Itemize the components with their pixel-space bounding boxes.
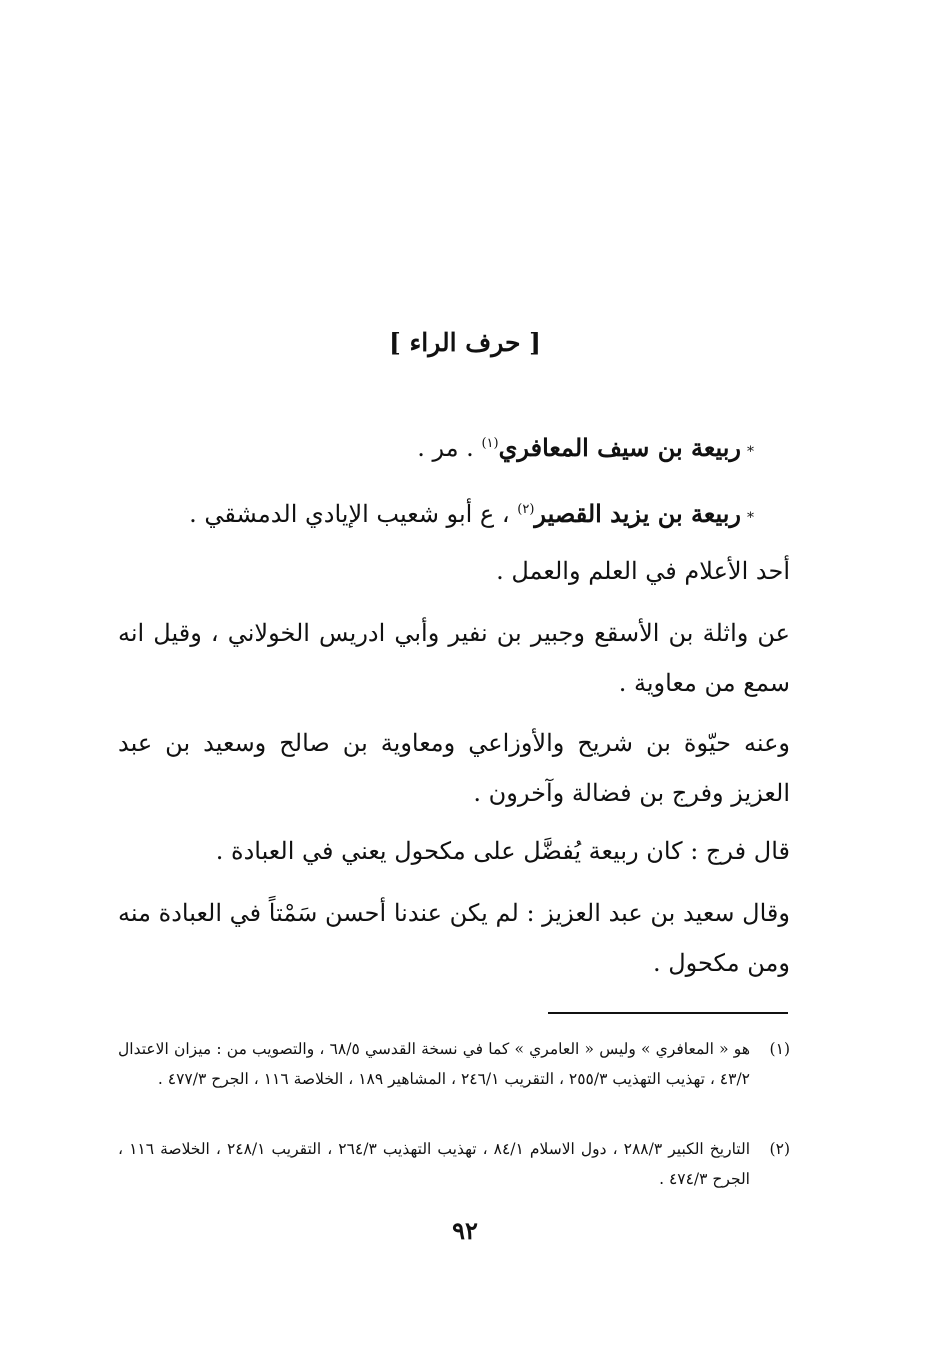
entry-name: ربيعة بن يزيد القصير (534, 499, 741, 528)
body-text: عن واثلة بن الأسقع وجبير بن نفير وأبي ادريس الخولاني ، وقيل انه سمع من معاوية . (118, 619, 790, 697)
entry-name: ربيعة بن سيف المعافري (498, 433, 741, 462)
footnote-2 (118, 1134, 790, 1194)
footnote-ref: (١) (481, 436, 499, 451)
footnote-text: التاريخ الكبير ٢٨٨/٣ ، دول الاسلام ٨٤/١ ، تهذيب التهذيب ٢٦٤/٣ ، التقريب ٢٤٨/١ ، الخلاصة ١١٦ ، الجرح ٤٧٤/٣ . (118, 1140, 751, 1188)
entry-marker: * (747, 510, 754, 526)
paragraph-1 (118, 546, 790, 596)
footnote-text: هو « المعافري » وليس « العامري » كما في نسخة القدسي ٦٨/٥ ، والتصويب من : ميزان الاعتدال ٤٣/٢ ، تهذيب التهذيب ٢٥٥/٣ ، التقريب ٢٤٦/١ ، المشاهير ١٨٩ ، الخلاصة ١١٦ ، الجرح ٤٧٧/٣ . (118, 1040, 750, 1088)
body-text: قال فرج : كان ربيعة يُفضَّل على مكحول يعني في العبادة . (215, 837, 790, 865)
entry-rest: ، ع أبو شعيب الإيادي الدمشقي . (189, 500, 518, 528)
entry-rabia-ibn-sayf (118, 424, 754, 472)
section-heading: [ حرف الراء ] (389, 328, 541, 357)
body-text: وقال سعيد بن عبد العزيز : لم يكن عندنا أحسن سَمْتاً في العبادة منه ومن مكحول . (118, 899, 790, 977)
paragraph-5 (118, 888, 790, 988)
body-text: أحد الأعلام في العلم والعمل . (496, 557, 790, 585)
body-text: وعنه حيّوة بن شريح والأوزاعي ومعاوية بن صالح وسعيد بن عبد العزيز وفرج بن فضالة وآخرون . (118, 729, 790, 807)
footnote-1 (118, 1034, 790, 1094)
footnote-ref: (٢) (517, 502, 535, 517)
paragraph-3 (118, 718, 790, 818)
entry-rabia-ibn-yazid (118, 490, 754, 538)
paragraph-4 (118, 826, 790, 876)
entry-marker: * (747, 444, 754, 460)
entry-rest: . مر . (417, 434, 482, 462)
footnote-divider (548, 1012, 788, 1014)
footnote-number: (١) (769, 1040, 790, 1058)
paragraph-2 (118, 608, 790, 708)
footnote-number: (٢) (769, 1140, 790, 1158)
page-number: ٩٢ (452, 1216, 478, 1245)
